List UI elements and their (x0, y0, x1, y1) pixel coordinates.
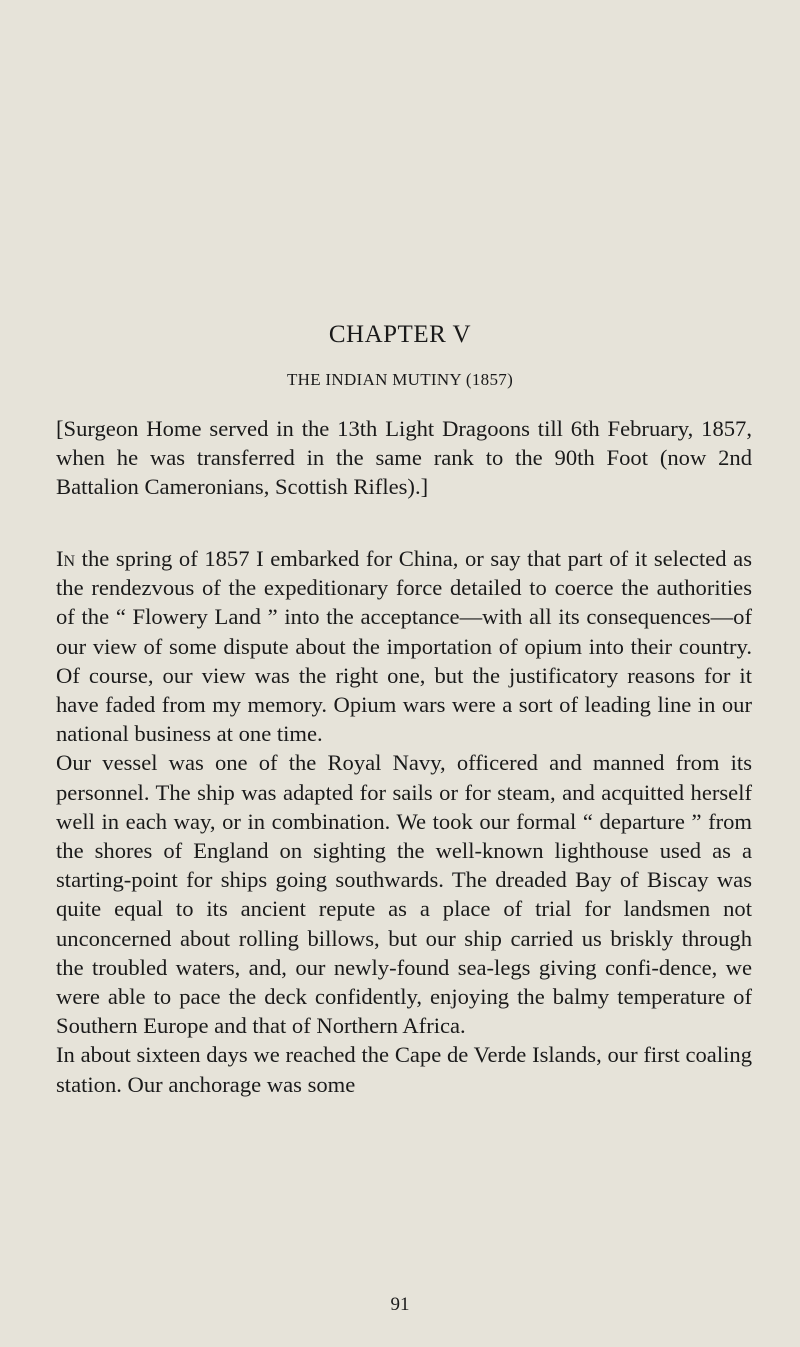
paragraph-1 (56, 544, 752, 748)
paragraph-3: In about sixteen days we reached the Cape de Verde Islands, our first coaling station. Our anchorage was some (56, 1042, 752, 1097)
chapter-subtitle: THE INDIAN MUTINY (1857) (286, 370, 514, 389)
editorial-note: [Surgeon Home served in the 13th Light Dragoons till 6th February, 1857, when he was transferred in the same rank to the 90th Foot (now 2nd Battalion Cameronians, Scottish Rifles).] (56, 416, 752, 500)
chapter-heading: CHAPTER V (328, 321, 472, 348)
paragraph-2: Our vessel was one of the Royal Navy, officered and manned from its personnel. The ship was adapted for sails or for steam, and acquitted herself well in each way, or in combination. We took our formal “ departure ” from the shores of England on sighting the well-known lighthouse used as a starting-point for ships going southwards. The dreaded Bay of Biscay was quite equal to its ancient repute as a place of trial for landsmen not unconcerned about rolling billows, but our ship carried us briskly through the troubled waters, and, our newly-found sea-legs giving confi-dence, we were able to pace the deck confidently, enjoying the balmy temperature of Southern Europe and that of Northern Africa. (56, 750, 752, 1039)
body-text (56, 544, 752, 1099)
paragraph-lead-word: In (56, 546, 76, 571)
paragraph-1-text: the spring of 1857 I embarked for China, or say that part of it selected as the rendezvous of the expeditionary force detailed to coerce the authorities of the “ Flowery Land ” into the acceptance—with all its consequences—of our view of some dispute about the importation of opium into their country. Of course, our view was the right one, but the justificatory reasons for it have faded from my memory. Opium wars were a sort of leading line in our national business at one time. (56, 546, 752, 747)
page-number: 91 (390, 1294, 410, 1315)
